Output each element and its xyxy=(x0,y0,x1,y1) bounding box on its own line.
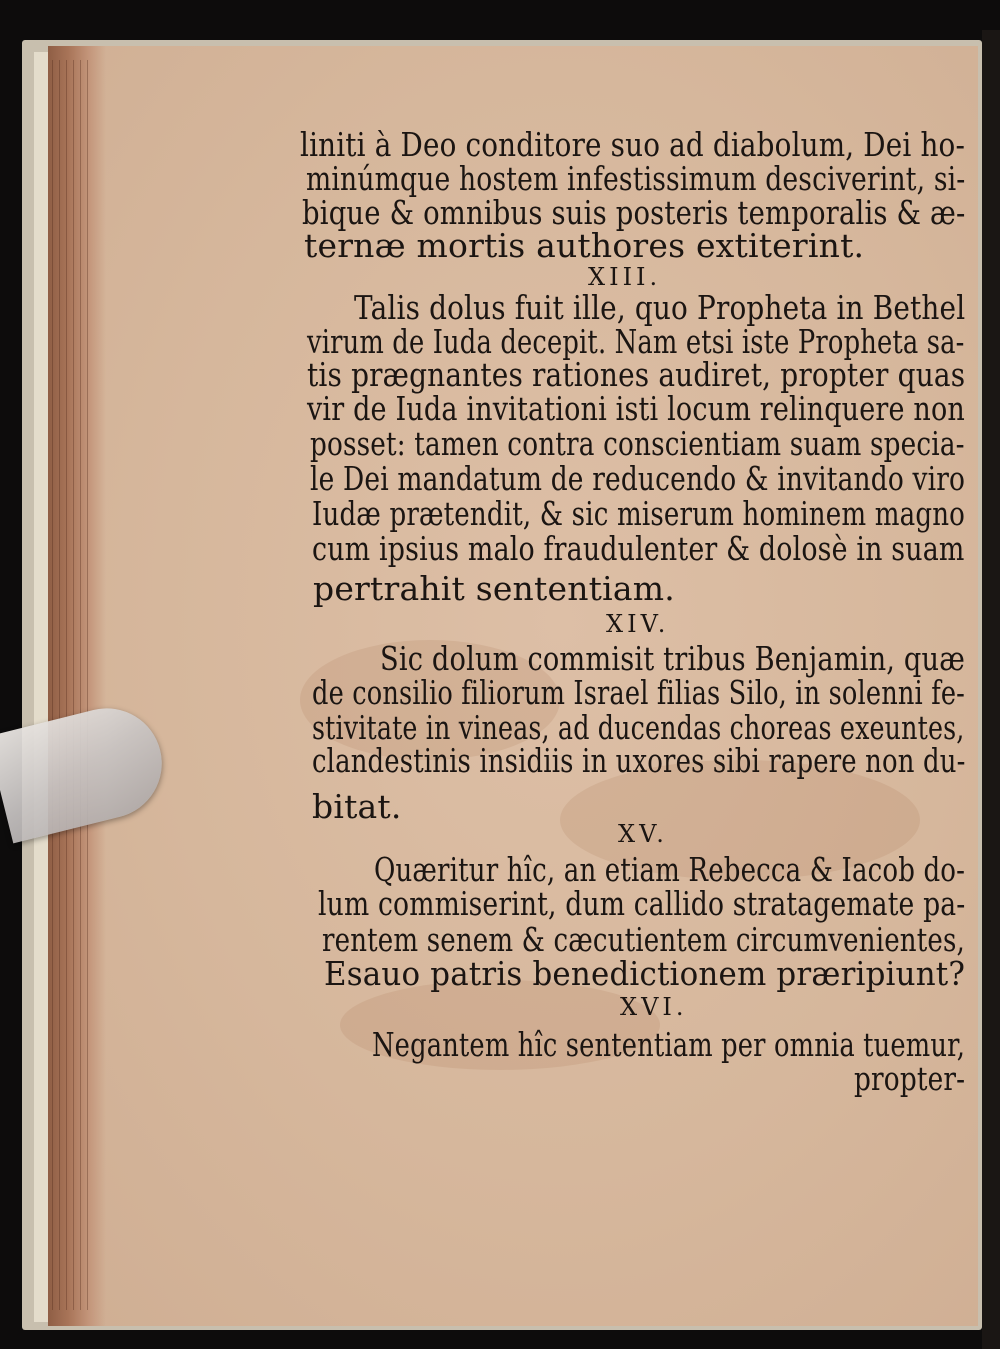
text-line: bique & omnibus suis posteris temporalis & æ- xyxy=(302,193,966,232)
section-number: XIII. xyxy=(588,263,662,291)
text-line: Sic dolum commisit tribus Benjamin, quæ xyxy=(380,639,965,678)
text-line: posset: tamen contra conscientiam suam specia- xyxy=(310,424,965,463)
text-line: le Dei mandatum de reducendo & invitando viro xyxy=(310,459,966,498)
text-line: cum ipsius malo fraudulenter & dolosè in suam xyxy=(312,529,965,568)
text-line: rentem senem & cæcutientem circumvenientes, xyxy=(322,920,965,959)
text-line: clandestinis insidiis in uxores sibi rapere non du- xyxy=(312,741,966,780)
scan-right-edge xyxy=(982,30,1000,1349)
section-number: XVI. xyxy=(620,993,688,1021)
text-line: de consilio filiorum Israel filias Silo, in solenni fe- xyxy=(312,673,966,712)
text-line: Quæritur hîc, an etiam Rebecca & Iacob do- xyxy=(374,850,966,889)
text-line: pertrahit sententiam. xyxy=(313,569,675,608)
text-line: Negantem hîc sententiam per omnia tuemur, xyxy=(372,1025,966,1064)
section-number: XV. xyxy=(618,820,668,848)
catchword: propter- xyxy=(854,1059,966,1098)
text-line: liniti à Deo conditore suo ad diabolum, Dei ho- xyxy=(300,125,966,164)
text-line: lum commiserint, dum callido stratagemate pa- xyxy=(318,884,966,923)
section-number: XIV. xyxy=(606,610,670,638)
text-line: Esauo patris benedictionem præripiunt? xyxy=(324,954,966,993)
text-line: virum de Iuda decepit. Nam etsi iste Propheta sa- xyxy=(307,322,965,361)
text-line: Talis dolus fuit ille, quo Propheta in Bethel xyxy=(354,288,966,327)
text-line: ternæ mortis authores extiterint. xyxy=(304,226,865,265)
page-gutter-lines xyxy=(52,60,92,1310)
text-line: vir de Iuda invitationi isti locum relinquere non xyxy=(307,389,965,428)
text-line: stivitate in vineas, ad ducendas choreas exeuntes, xyxy=(312,708,965,747)
text-line: tis prægnantes rationes audiret, propter quas xyxy=(307,355,966,394)
text-line: minúmque hostem infestissimum desciverint, si- xyxy=(306,159,966,198)
text-line: bitat. xyxy=(312,787,402,826)
text-line: Iudæ prætendit, & sic miserum hominem magno xyxy=(312,494,966,533)
